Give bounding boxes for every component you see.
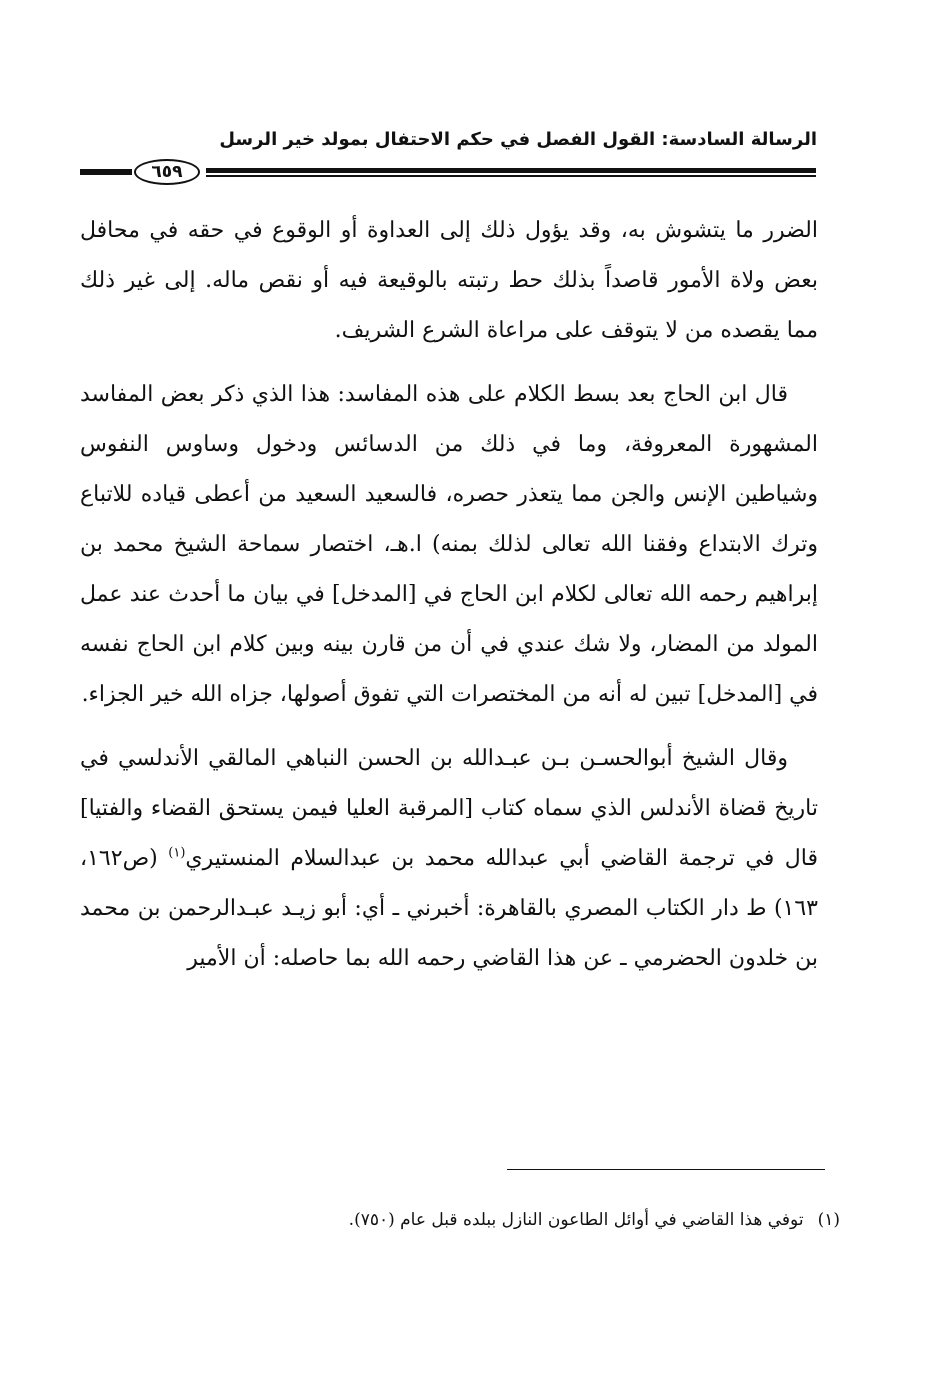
header-rule bbox=[80, 158, 816, 188]
header-rule-right bbox=[206, 168, 816, 178]
paragraph-2: قال ابن الحاج بعد بسط الكلام على هذه المفاسد: هذا الذي ذكر بعض المفاسد المشهورة المعروفة، وما في ذلك من الدسائس ودخول وساوس النفوس وشياطين الإنس والجن مما يتعذر حصره، فالسعيد السعيد من أعطى قياده للاتباع وترك الابتداع وفقنا الله تعالى لذلك بمنه) ا.هـ، اختصار سماحة الشيخ محمد بن إبراهيم رحمه الله تعالى لكلام ابن الحاج في [المدخل] في بيان ما أحدث عند عمل المولد من المضار، ولا شك عندي في أن من قارن بينه وبين كلام ابن الحاج نفسه في [المدخل] تبين له أنه من المختصرات التي تفوق أصولها، جزاه الله خير الجزاء. bbox=[80, 382, 818, 707]
footnote-reference: (١) bbox=[168, 845, 186, 861]
body-text bbox=[80, 206, 818, 998]
running-header: الرسالة السادسة: القول الفصل في حكم الاحتفال بمولد خير الرسل bbox=[219, 129, 817, 150]
paragraph-3 bbox=[80, 734, 818, 984]
paragraph-1: الضرر ما يتشوش به، وقد يؤول ذلك إلى العداوة أو الوقوع في حقه في محافل بعض ولاة الأمور قاصداً بذلك حط رتبته بالوقيعة فيه أو نقص ماله. إلى غير ذلك مما يقصده من لا يتوقف على مراعاة الشرع الشريف. bbox=[80, 218, 818, 343]
footnote-text: توفي هذا القاضي في أوائل الطاعون النازل ببلده قبل عام (٧٥٠). bbox=[348, 1210, 804, 1230]
paragraph-3-end: (ص١٦٢، ١٦٣) ط دار الكتاب المصري بالقاهرة: أخبرني ـ أي: أبو زيـد عبـدالرحمن بن محمد بن خلدون الحضرمي ـ عن هذا القاضي رحمه الله بما حاصله: أن الأمير bbox=[80, 846, 818, 971]
header-rule-left bbox=[80, 169, 132, 175]
footnote-separator bbox=[507, 1169, 825, 1170]
footnote bbox=[80, 1206, 840, 1234]
paragraph-3-start: وقال الشيخ أبوالحسـن بـن عبـدالله بن الحسن النباهي المالقي الأندلسي في تاريخ قضاة الأندلس الذي سماه كتاب [المرقبة العليا فيمن يستحق القضاء والفتيا] قال في ترجمة القاضي أبي عبدالله محمد بن عبدالسلام المنستيري bbox=[80, 746, 818, 871]
footnote-number: (١) bbox=[817, 1210, 840, 1230]
page-number: ٦٥٩ bbox=[134, 159, 200, 185]
